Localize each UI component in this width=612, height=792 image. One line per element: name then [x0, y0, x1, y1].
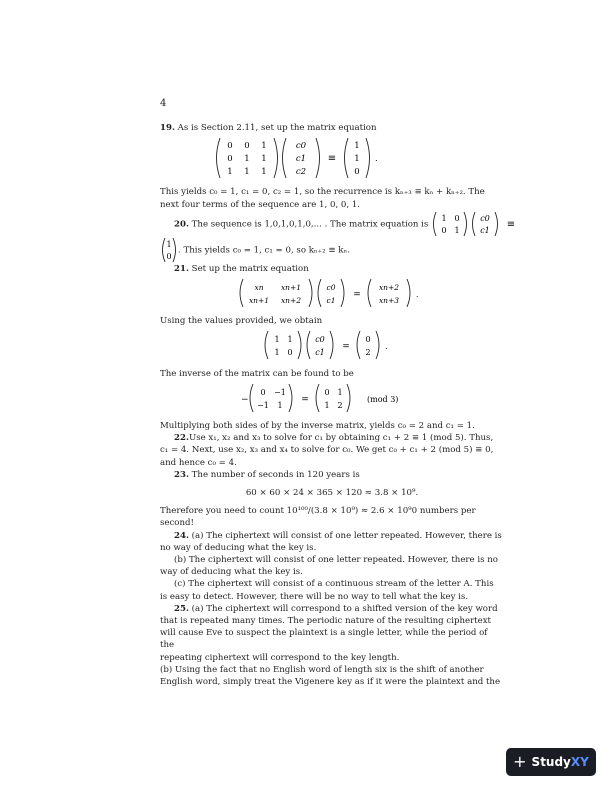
- r20-1: 0: [166, 251, 172, 261]
- eq19: ≡: [327, 153, 337, 165]
- m21c-r0c1: −1: [274, 387, 286, 397]
- m21b-r1c0: 1: [274, 348, 280, 358]
- problem-25-b1: (b) Using the fact that no English word of length six is the shift of another: [160, 664, 484, 675]
- m19-r0c1: 0: [244, 141, 250, 152]
- problem-21-mult: Multiplying both sides of by the inverse matrix, yields c₀ = 2 and c₁ = 1.: [160, 421, 475, 432]
- m19-r0c2: 1: [261, 141, 267, 152]
- m20-r0c1: 0: [454, 213, 460, 223]
- problem-24-b2: way of deducing what the key is.: [160, 567, 303, 578]
- m19-r0c0: 0: [227, 141, 233, 152]
- m21d-r1c0: 1: [324, 400, 330, 410]
- problem-21-equation3: [160, 382, 504, 418]
- svg-text:=: =: [301, 394, 309, 405]
- m20-r0c0: 1: [441, 213, 447, 223]
- m21c-r1c0: −1: [257, 400, 269, 410]
- problem-19-intro: 19. As is Section 2.11, set up the matrix equation: [160, 123, 377, 133]
- v19-c1: c1: [295, 154, 307, 165]
- v21b-c0: c0: [315, 335, 325, 345]
- m19-r2c1: 1: [244, 167, 250, 178]
- v19-c2: c2: [295, 167, 307, 178]
- problem-21-equation2: [160, 329, 504, 365]
- problem-25-b2: English word, simply treat the Vigenere key as if it were the plaintext and the: [160, 677, 501, 688]
- plus-icon: +: [513, 752, 527, 771]
- m20-r1c0: 0: [441, 225, 447, 235]
- r20-0: 1: [166, 239, 172, 249]
- problem-21-inverse: The inverse of the matrix can be found to be: [160, 368, 354, 379]
- matrix-equation-21a: [237, 277, 427, 309]
- vector-20: [160, 237, 178, 263]
- m19-r1c0: 0: [227, 154, 233, 165]
- svg-text:.: .: [416, 290, 419, 300]
- problem-20-line2: 1 0 . This yields c₀ = 1, c₁ = 0, so kₙ₊₂ ≡ kₙ.: [160, 237, 504, 263]
- svg-text:=: =: [353, 290, 361, 301]
- m21-r0c1: xn+1: [280, 283, 302, 293]
- v21-c0: c0: [326, 283, 336, 293]
- r19-1: 1: [354, 154, 360, 165]
- r21-0: xn+2: [378, 283, 400, 293]
- m21b-r1c1: 0: [287, 348, 293, 358]
- problem-21-intro: 21. Set up the matrix equation: [174, 263, 309, 274]
- m21d-r0c1: 1: [337, 387, 343, 397]
- r19-2: 0: [354, 167, 360, 178]
- matrix-equation-19: [212, 136, 452, 180]
- m19-r2c2: 1: [261, 167, 267, 178]
- problem-24-a2: no way of deducing what the key is.: [160, 542, 317, 553]
- problem-20-line1: 20. The sequence is 1,0,1,0,1,0,... . The matrix equation is 1 0 0 1 c0 c1 ≡: [160, 211, 504, 237]
- svg-text:=: =: [342, 342, 350, 353]
- eq20: ≡: [506, 218, 516, 230]
- v20-c1: c1: [480, 225, 490, 235]
- problem-22-line2: c₁ = 4. Next, use x₂, x₃ and x₄ to solve for c₀. We get c₀ + c₁ + 2 (mod 5) ≡ 0,: [160, 445, 494, 456]
- svg-text:−: −: [241, 394, 249, 405]
- problem-25-a4: repeating ciphertext will correspond to the key length.: [160, 652, 400, 663]
- mod3-label: (mod 3): [367, 394, 399, 404]
- problem-19-equation: [160, 136, 504, 184]
- m21c-r0c0: 0: [260, 387, 266, 397]
- m19-r2c0: 1: [227, 167, 233, 178]
- problem-19-line2: next four terms of the sequence are 1, 0, 0, 1.: [160, 199, 361, 210]
- m21-r1c0: xn+1: [248, 296, 270, 306]
- svg-text:.: .: [375, 154, 378, 165]
- problem-24-c2: is easy to detect. However, there will be no way to tell what the key is.: [160, 591, 469, 602]
- problem-21-equation1: [160, 277, 504, 313]
- problem-22-line3: and hence c₀ = 4.: [160, 457, 237, 468]
- problem-19-line1: This yields c₀ = 1, c₁ = 0, c₂ = 1, so the recurrence is kₙ₊₃ ≡ kₙ + kₙ₊₂. The: [160, 187, 485, 198]
- badge-brand: StudyXY: [531, 755, 589, 769]
- v21-c1: c1: [326, 296, 336, 306]
- m21b-r0c1: 1: [287, 335, 293, 345]
- problem-21-using: Using the values provided, we obtain: [160, 316, 323, 327]
- matrix-equation-20: [431, 211, 527, 237]
- r19-0: 1: [354, 141, 360, 152]
- m21d-r1c1: 2: [337, 400, 343, 410]
- problem-25-a1: 25. (a) The ciphertext will correspond to a shifted version of the key word: [174, 603, 498, 614]
- problem-25-a3: will cause Eve to suspect the plaintext is a single letter, while the period of the: [160, 628, 488, 651]
- m19-r1c1: 1: [244, 154, 250, 165]
- problem-25-a2: that is repeated many times. The periodic nature of the resulting ciphertext: [160, 616, 492, 627]
- m21-r0c0: xn: [254, 283, 264, 293]
- svg-text:.: .: [385, 342, 388, 352]
- m21-r1c1: xn+2: [280, 296, 302, 306]
- v20-c0: c0: [480, 213, 490, 223]
- matrix-equation-21b: [262, 329, 402, 361]
- m21b-r0c0: 1: [274, 335, 280, 345]
- r21b-0: 0: [365, 335, 371, 345]
- v19-c0: c0: [295, 141, 307, 152]
- m21d-r0c0: 0: [324, 387, 330, 397]
- studyxy-badge[interactable]: [506, 748, 596, 776]
- r21b-1: 2: [365, 348, 371, 358]
- v21b-c1: c1: [315, 348, 325, 358]
- page-content: [160, 122, 516, 688]
- problem-24-c1: (c) The ciphertext will consist of a continuous stream of the letter A. This: [174, 579, 494, 590]
- m20-r1c1: 1: [454, 225, 460, 235]
- problem-23-display: 60 × 60 × 24 × 365 × 120 ≈ 3.8 × 10⁹.: [245, 488, 419, 499]
- problem-23-line2: Therefore you need to count 10¹⁰⁰/(3.8 × 10⁹) ≈ 2.6 × 10⁹0 numbers per second!: [160, 506, 476, 529]
- matrix-equation-21c: [237, 382, 427, 414]
- m21c-r1c1: 1: [277, 400, 283, 410]
- r21-1: xn+3: [378, 296, 400, 306]
- m19-r1c2: 1: [261, 154, 267, 165]
- problem-23-line1: 23. The number of seconds in 120 years is: [174, 469, 360, 480]
- page-number: 4: [160, 98, 167, 109]
- problem-24-b1: (b) The ciphertext will consist of one letter repeated. However, there is no: [174, 555, 498, 566]
- problem-22-line1: 22.Use x₁, x₂ and x₃ to solve for c₁ by obtaining c₁ + 2 ≡ 1 (mod 5). Thus,: [174, 433, 494, 444]
- problem-24-a1: 24. (a) The ciphertext will consist of one letter repeated. However, there is: [174, 530, 502, 541]
